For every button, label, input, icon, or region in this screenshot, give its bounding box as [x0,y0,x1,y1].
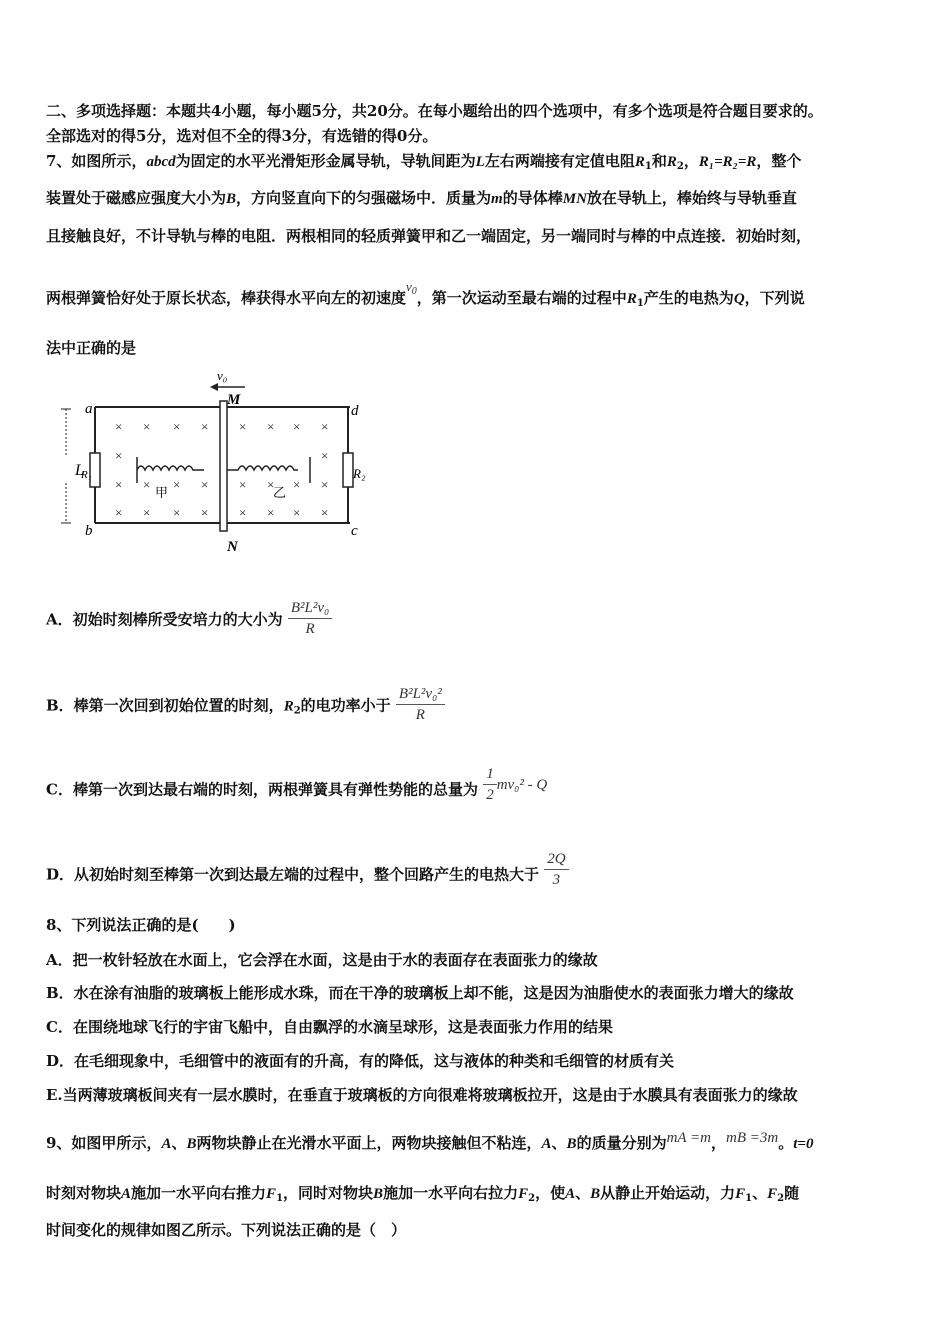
field-mark: × [267,477,275,492]
field-mark: × [143,505,151,520]
q7-stem-line1: 7、如图所示，abcd为固定的水平光滑矩形金属导轨，导轨间距为L左右两端接有定值电阻$R_1$和$R_2$，R₁=R₂=R，整个 [46,152,802,172]
q7-stem-line4: 两根弹簧恰好处于原长状态，棒获得水平向左的初速度$v_0$，第一次运动至最右端的过程中$R_1$产生的电热为Q，下列说 [46,279,805,309]
q7-option-d: D．从初始时刻至棒第一次到达最左端的过程中，整个回路产生的电热大于 $\frac{2Q}{3}$ [46,855,569,896]
field-mark: × [115,477,123,492]
label-r2: R₂ [353,466,366,481]
q9-stem-line3: 时间变化的规律如图乙所示。下列说法正确的是（ ） [46,1221,407,1239]
label-l: L [75,462,84,479]
q7-stem-line2: 装置处于磁感应强度大小为B，方向竖直向下的匀强磁场中．质量为m的导体棒MN放在导轨上，棒始终与导轨垂直 [46,189,797,207]
field-mark: × [173,505,181,520]
field-mark: × [115,448,123,463]
field-mark: × [293,505,301,520]
label-yi: 乙 [273,485,287,500]
field-mark: × [293,477,301,492]
q8-option-d: D．在毛细现象中，毛细管中的液面有的升高，有的降低，这与液体的种类和毛细管的材质有关 [46,1052,675,1070]
label-r1: R₁ [81,469,92,481]
field-mark: × [143,419,151,434]
field-mark: × [173,419,181,434]
field-mark: × [321,505,329,520]
field-mark: × [239,505,247,520]
label-jia: 甲 [155,485,169,500]
spring-yi [227,466,298,470]
conductor-rod-mn [220,401,227,531]
q9-stem-line2: 时刻对物块A施加一水平向右推力$F_1$，同时对物块B施加一水平向右拉力$F_2$，使A、B从静止开始运动，力$F_1$、$F_2$随 [46,1184,800,1204]
field-mark: × [321,448,329,463]
q8-option-a: A．把一枚针轻放在水面上，它会浮在水面，这是由于水的表面存在表面张力的缘故 [46,951,598,969]
field-mark: × [293,419,301,434]
label-v0: v₀ [217,368,228,383]
label-n: N [227,539,238,555]
q7-option-a: A．初始时刻棒所受安培力的大小为 $\frac{\text{B²L²v₀}}{R}$ [46,600,332,641]
q7-option-c: C．棒第一次到达最右端的时刻，两根弹簧具有弹性势能的总量为 $\frac{1}{2}$ mv₀² - Q [46,766,548,803]
q7-stem-line3: 且接触良好，不计导轨与棒的电阻．两根相同的轻质弹簧甲和乙一端固定，另一端同时与棒的中点连接．初始时刻， [46,227,812,245]
q8-option-b: B．水在涂有油脂的玻璃板上能形成水珠，而在干净的玻璃板上却不能，这是因为油脂使水的表面张力增大的缘故 [46,984,794,1002]
label-a: a [85,401,93,417]
field-mark: × [239,419,247,434]
label-b: b [85,523,93,539]
field-mark: × [115,419,123,434]
q7-circuit-diagram [55,365,385,560]
field-mark: × [201,477,209,492]
label-m: M [227,392,241,408]
field-mark: × [143,477,151,492]
field-mark: × [321,419,329,434]
spring-jia [137,466,204,470]
field-mark: × [201,419,209,434]
section-header-line2: 全部选对的得5分，选对但不全的得3分，有选错的得0分。 [46,127,438,145]
q8-option-c: C．在围绕地球飞行的宇宙飞船中，自由飘浮的水滴呈球形，这是表面张力作用的结果 [46,1018,613,1036]
field-mark: × [267,505,275,520]
field-mark: × [321,477,329,492]
q7-option-b: B．棒第一次回到初始位置的时刻，$R_2$的电功率小于 $\frac{\text{B²L²v₀²}}{R}$ [46,686,445,727]
q8-option-e: E.当两薄玻璃板间夹有一层水膜时，在垂直于玻璃板的方向很难将玻璃板拉开，这是由于水膜具有表面张力的缘故 [46,1086,798,1104]
field-mark: × [173,477,181,492]
section-header-line1: 二、多项选择题：本题共4小题，每小题5分，共20分。在每小题给出的四个选项中，有多个选项是符合题目要求的。 [46,102,823,120]
q7-stem-line5: 法中正确的是 [46,339,137,357]
q9-stem-line1: 9、如图甲所示，A、B两物块静止在光滑水平面上，两物块接触但不粘连，A、B的质量分别为mA =m，mB =3m。t=0 [46,1130,814,1152]
label-d: d [351,403,359,419]
field-mark: × [239,477,247,492]
field-mark: × [267,419,275,434]
field-mark: × [201,505,209,520]
field-mark: × [115,505,123,520]
resistor-r2 [343,453,353,487]
q8-stem: 8、下列说法正确的是( ) [46,916,236,934]
label-c: c [351,523,358,539]
